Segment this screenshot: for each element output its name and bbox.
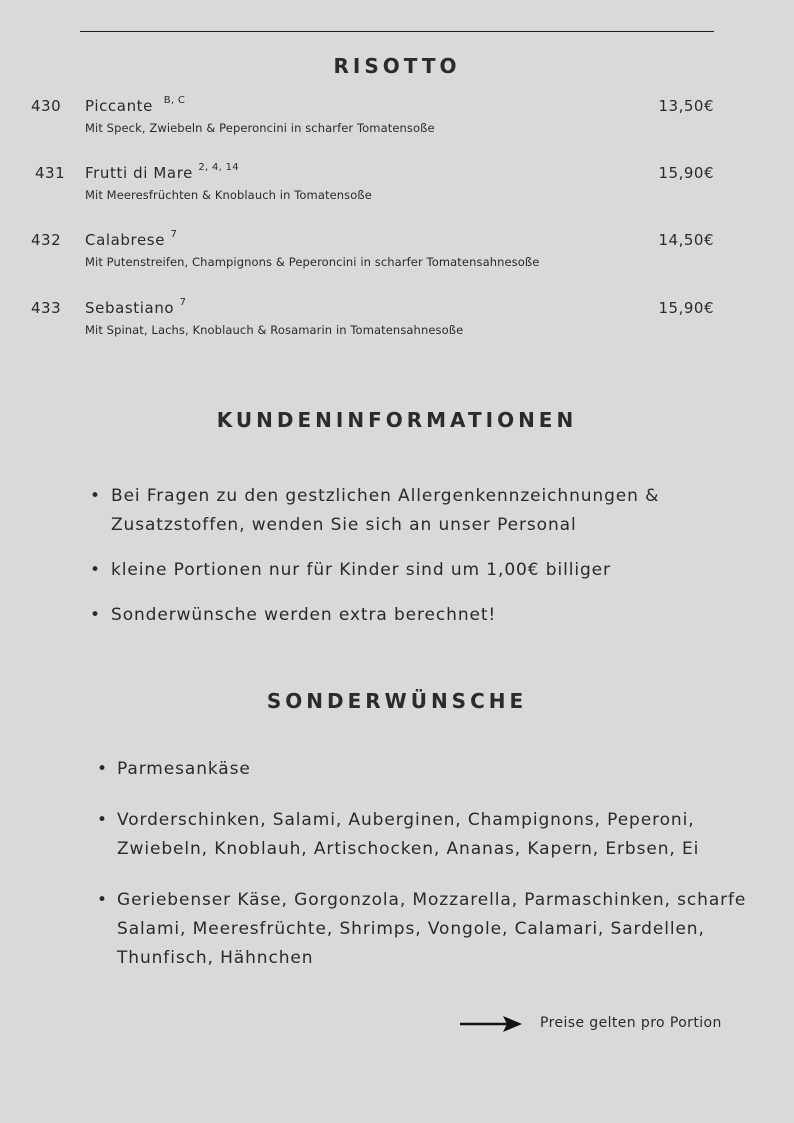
list-item: • Sonderwünsche werden extra berechnet! [90,601,740,630]
item-description: Mit Speck, Zwiebeln & Peperoncini in scharfer Tomatensoße [85,121,435,135]
price-note [459,1013,759,1035]
item-name: Sebastiano [85,299,175,317]
item-number: 430 [31,97,62,115]
item-number: 431 [35,164,66,182]
item-allergens: 7 [179,297,187,308]
menu-item-432 [0,231,794,281]
section-title-risotto: RISOTTO [333,54,461,78]
menu-item-430 [0,97,794,147]
item-name: Frutti di Mare [85,164,193,182]
item-description: Mit Putenstreifen, Champignons & Peperoncini in scharfer Tomatensahnesoße [85,255,540,269]
item-name: Piccante [85,97,153,115]
list-item: • Bei Fragen zu den gestzlichen Allergenkennzeichnungen & Zusatzstoffen, wenden Sie sich an unser Personal [90,482,740,540]
item-number: 432 [31,231,62,249]
item-price: 14,50€ [658,231,714,249]
item-allergens: 7 [170,229,178,240]
arrow-right-icon [459,1015,523,1033]
customer-info-list [90,482,740,646]
item-price: 15,90€ [658,164,714,182]
top-divider [80,31,714,32]
item-name: Calabrese [85,231,166,249]
item-name-wrap [85,97,185,115]
section-title-kundeninformationen: KUNDENINFORMATIONEN [216,408,578,432]
item-price: 15,90€ [658,299,714,317]
item-description: Mit Meeresfrüchten & Knoblauch in Tomatensoße [85,188,372,202]
item-price: 13,50€ [658,97,714,115]
item-name-wrap [85,299,186,317]
item-number: 433 [31,299,62,317]
list-item: • kleine Portionen nur für Kinder sind um 1,00€ billiger [90,556,740,585]
menu-item-431 [0,164,794,214]
item-description: Mit Spinat, Lachs, Knoblauch & Rosamarin in Tomatensahnesoße [85,323,464,337]
section-title-sonderwuensche: SONDERWÜNSCHE [266,689,528,713]
item-allergens: B, C [163,95,186,106]
list-item: • Vorderschinken, Salami, Auberginen, Champignons, Peperoni, Zwiebeln, Knoblauh, Artischocken, Ananas, Kapern, Erbsen, Ei [97,806,757,864]
list-item: • Geriebenser Käse, Gorgonzola, Mozzarella, Parmaschinken, scharfe Salami, Meeresfrüchte, Shrimps, Vongole, Calamari, Sardellen, Thunfisch, Hähnchen [97,886,757,973]
item-name-wrap [85,164,239,182]
menu-item-433 [0,299,794,349]
price-note-text: Preise gelten pro Portion [540,1015,722,1031]
list-item: • Parmesankäse [97,755,757,784]
item-allergens: 2, 4, 14 [198,162,239,173]
special-requests-list [97,755,757,995]
item-name-wrap [85,231,177,249]
